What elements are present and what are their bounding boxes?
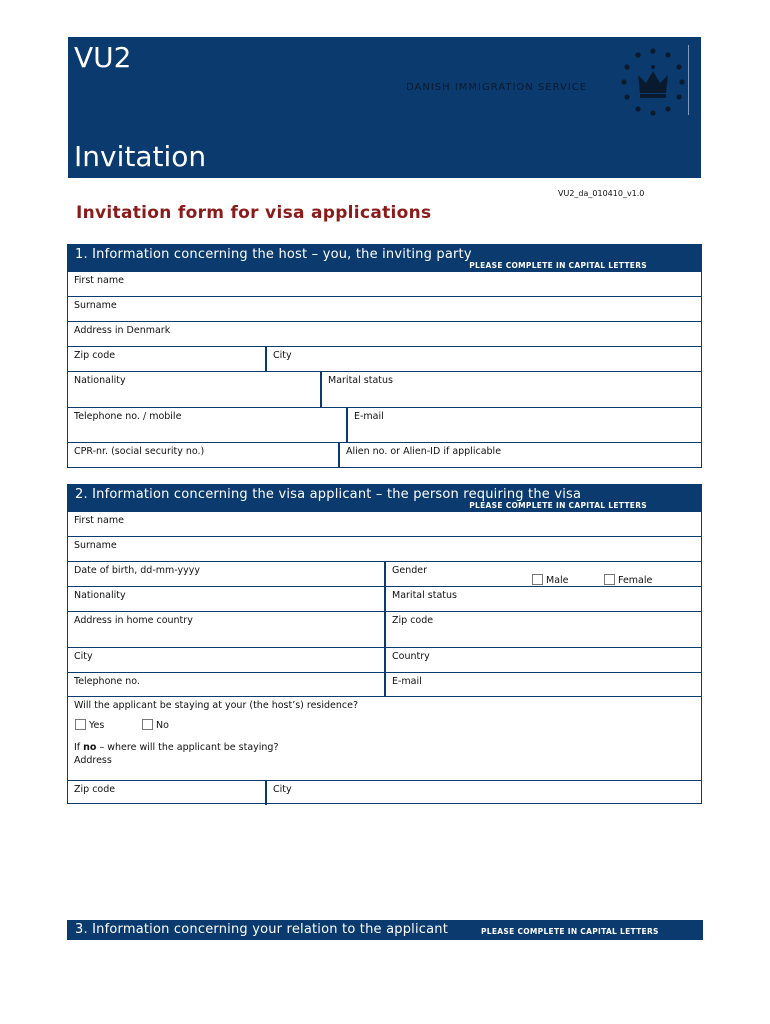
alt-zip-city-row — [68, 780, 701, 805]
banner-divider — [688, 45, 689, 115]
field-label: Nationality — [74, 590, 126, 601]
applicant-marital-field[interactable] — [384, 587, 701, 611]
field-label: Telephone no. / mobile — [74, 411, 182, 422]
host-zip-city-row — [68, 346, 701, 371]
question-rest: – where will the applicant be staying? — [96, 742, 279, 753]
applicant-surname-field[interactable] — [68, 536, 701, 561]
applicant-telephone-field[interactable] — [68, 673, 384, 696]
section-header — [68, 485, 701, 511]
field-label: Marital status — [328, 375, 393, 386]
field-label: Address in Denmark — [74, 325, 171, 336]
field-label: First name — [74, 515, 124, 526]
checkbox-icon[interactable] — [604, 574, 615, 585]
field-label: Date of birth, dd-mm-yyyy — [74, 565, 201, 576]
residence-yes-option[interactable] — [75, 719, 104, 731]
checkbox-icon[interactable] — [75, 719, 86, 730]
host-alien-field[interactable] — [338, 443, 701, 467]
field-label: Zip code — [74, 784, 116, 795]
alt-address-field[interactable] — [68, 755, 701, 780]
field-label: Zip code — [392, 615, 434, 626]
field-label: E-mail — [354, 411, 384, 422]
gender-female-option[interactable] — [604, 574, 652, 586]
field-label: Marital status — [392, 590, 457, 601]
field-label: CPR-nr. (social security no.) — [74, 446, 205, 457]
field-label: First name — [74, 275, 124, 286]
host-address-field[interactable] — [68, 321, 701, 346]
form-title: Invitation form for visa applications — [76, 203, 432, 223]
section-heading: 3. Information concerning your relation to the applicant — [75, 922, 449, 937]
alternative-residence-question — [74, 742, 279, 753]
residence-no-option[interactable] — [142, 719, 169, 731]
version-code: VU2_da_010410_v1.0 — [558, 189, 645, 198]
section-applicant — [67, 484, 702, 804]
alt-zip-field[interactable] — [68, 781, 265, 805]
alt-city-field[interactable] — [265, 781, 701, 805]
applicant-zip-field[interactable] — [384, 612, 701, 647]
host-city-field[interactable] — [265, 347, 701, 371]
host-telephone-row — [68, 407, 701, 442]
form-code: VU2 — [74, 41, 132, 74]
host-marital-field[interactable] — [320, 372, 701, 407]
applicant-address-home-field[interactable] — [68, 612, 384, 647]
host-email-field[interactable] — [346, 408, 701, 442]
question-prefix: If — [74, 742, 84, 753]
host-cpr-row — [68, 442, 701, 467]
option-label: Female — [618, 575, 653, 586]
gender-male-option[interactable] — [532, 574, 569, 586]
field-label: Address in home country — [74, 615, 193, 626]
applicant-gender-field — [384, 562, 701, 586]
applicant-dob-row — [68, 561, 701, 586]
field-label: Address — [74, 755, 112, 766]
caps-note: PLEASE COMPLETE IN CAPITAL LETTERS — [469, 501, 647, 510]
section-header — [68, 245, 701, 271]
applicant-first-name-field[interactable] — [68, 511, 701, 536]
applicant-nationality-row — [68, 586, 701, 611]
applicant-telephone-row — [68, 672, 701, 696]
section-relation-header — [67, 920, 703, 940]
checkbox-icon[interactable] — [532, 574, 543, 585]
option-label: No — [156, 720, 169, 731]
host-telephone-field[interactable] — [68, 408, 346, 442]
host-nationality-row — [68, 371, 701, 407]
host-cpr-field[interactable] — [68, 443, 338, 467]
section-heading: 2. Information concerning the visa applicant – the person requiring the visa — [75, 487, 582, 502]
caps-note: PLEASE COMPLETE IN CAPITAL LETTERS — [469, 261, 647, 270]
caps-note: PLEASE COMPLETE IN CAPITAL LETTERS — [481, 927, 659, 936]
question-emphasis: no — [83, 742, 97, 753]
applicant-email-field[interactable] — [384, 673, 701, 696]
section-heading: 1. Information concerning the host – you, the inviting party — [75, 247, 472, 262]
residence-question-row — [68, 696, 701, 755]
crown-crest-icon — [616, 45, 690, 119]
field-label: Surname — [74, 300, 117, 311]
host-nationality-field[interactable] — [68, 372, 320, 407]
header-banner — [68, 37, 701, 178]
field-label: Telephone no. — [74, 676, 140, 687]
host-first-name-field[interactable] — [68, 271, 701, 296]
applicant-country-field[interactable] — [384, 648, 701, 672]
field-label: City — [273, 784, 292, 795]
field-label: City — [273, 350, 292, 361]
residence-question: Will the applicant be staying at your (the host’s) residence? — [74, 700, 359, 711]
field-label: Nationality — [74, 375, 126, 386]
banner-title: Invitation — [74, 140, 207, 173]
checkbox-icon[interactable] — [142, 719, 153, 730]
applicant-city-row — [68, 647, 701, 672]
applicant-city-field[interactable] — [68, 648, 384, 672]
host-surname-field[interactable] — [68, 296, 701, 321]
field-label: E-mail — [392, 676, 422, 687]
field-label: Alien no. or Alien-ID if applicable — [346, 446, 502, 457]
agency-name: DANISH IMMIGRATION SERVICE — [406, 82, 588, 93]
field-label: Surname — [74, 540, 117, 551]
field-label: City — [74, 651, 93, 662]
section-host — [67, 244, 702, 468]
option-label: Yes — [89, 720, 105, 731]
field-label: Zip code — [74, 350, 116, 361]
host-zip-field[interactable] — [68, 347, 265, 371]
applicant-nationality-field[interactable] — [68, 587, 384, 611]
option-label: Male — [546, 575, 569, 586]
applicant-address-row — [68, 611, 701, 647]
field-label: Gender — [392, 565, 428, 576]
field-label: Country — [392, 651, 430, 662]
applicant-dob-field[interactable] — [68, 562, 384, 586]
